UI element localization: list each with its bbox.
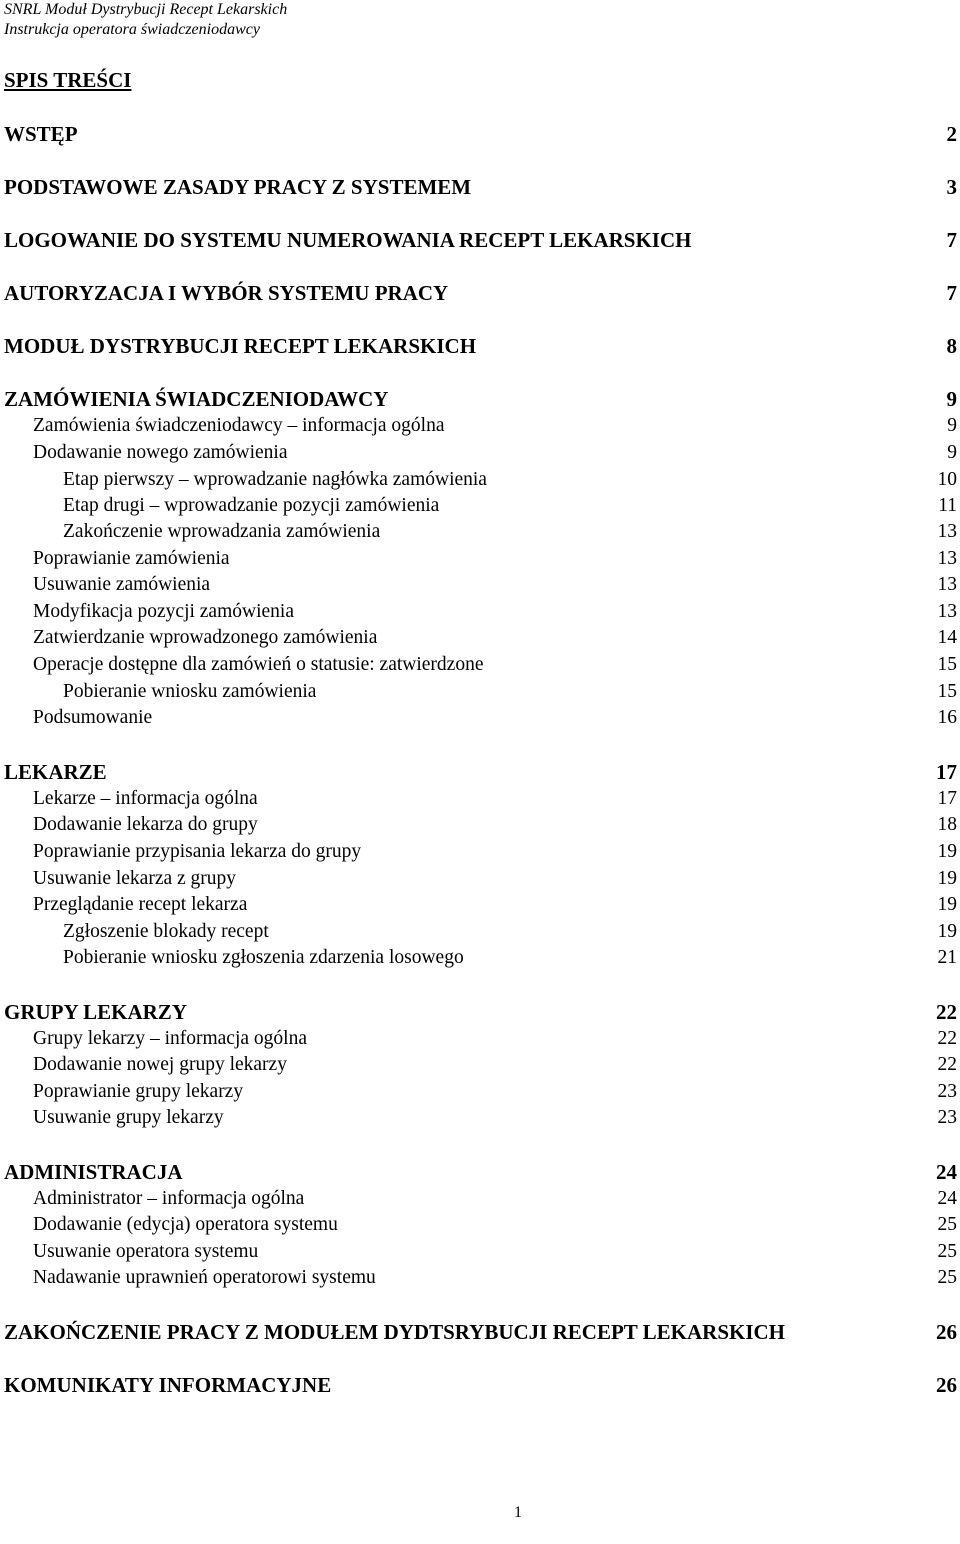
toc-entry-title: Pobieranie wniosku zamówienia	[63, 681, 317, 702]
toc-entry-page: 9	[946, 387, 957, 411]
toc-entry-page: 11	[938, 495, 957, 516]
toc-section-entry[interactable]	[4, 599, 957, 625]
toc-section-entry[interactable]	[4, 786, 957, 812]
toc-entry-title: GRUPY LEKARZY	[4, 1000, 187, 1024]
toc-entry-title: Usuwanie zamówienia	[33, 574, 211, 595]
toc-section-entry[interactable]	[4, 1105, 957, 1131]
header-line-1: SNRL Moduł Dystrybucji Recept Lekarskich	[4, 1, 288, 18]
toc-title: SPIS TREŚCI	[4, 68, 132, 92]
toc-section-entry[interactable]	[4, 1265, 957, 1291]
toc-subsection-entry[interactable]	[4, 493, 957, 519]
toc-entry-page: 14	[937, 627, 957, 648]
toc-section-entry[interactable]	[4, 546, 957, 572]
toc-entry-title: Nadawanie uprawnień operatorowi systemu	[33, 1267, 376, 1288]
toc-section-entry[interactable]	[4, 1026, 957, 1052]
toc-heading-entry[interactable]	[4, 999, 957, 1025]
toc-entry-page: 13	[937, 548, 957, 569]
toc-entry-title: MODUŁ DYSTRYBUCJI RECEPT LEKARSKICH	[4, 334, 477, 358]
toc-entry-title: KOMUNIKATY INFORMACYJNE	[4, 1373, 332, 1397]
toc-entry-page: 16	[937, 707, 957, 728]
toc-heading-entry[interactable]	[4, 1372, 957, 1398]
toc-entry-page: 17	[936, 760, 957, 784]
toc-entry-page: 26	[936, 1373, 957, 1397]
toc-entry-page: 26	[936, 1320, 957, 1344]
toc-entry-title: Dodawanie lekarza do grupy	[33, 814, 258, 835]
toc-entry-title: Poprawianie zamówienia	[33, 548, 230, 569]
toc-entry-title: ZAMÓWIENIA ŚWIADCZENIODAWCY	[4, 387, 389, 411]
toc-entry-title: Zgłoszenie blokady recept	[63, 921, 269, 942]
toc-heading-entry[interactable]	[4, 333, 957, 359]
toc-entry-page: 13	[937, 601, 957, 622]
toc-heading-entry[interactable]	[4, 386, 957, 412]
toc-entry-title: Operacje dostępne dla zamówień o statusie: zatwierdzone	[33, 654, 484, 675]
toc-entry-page: 19	[937, 894, 957, 915]
toc-entry-title: Zakończenie wprowadzania zamówienia	[63, 521, 381, 542]
toc-entry-title: Dodawanie nowego zamówienia	[33, 442, 288, 463]
toc-subsection-entry[interactable]	[4, 467, 957, 493]
toc-section-entry[interactable]	[4, 1212, 957, 1238]
toc-entry-page: 25	[937, 1214, 957, 1235]
toc-section-entry[interactable]	[4, 1079, 957, 1105]
header-line-2: Instrukcja operatora świadczeniodawcy	[4, 21, 260, 38]
toc-entry-page: 8	[946, 334, 957, 358]
toc-entry-page: 15	[937, 654, 957, 675]
toc-section-entry[interactable]	[4, 812, 957, 838]
toc-entry-page: 24	[937, 1188, 957, 1209]
toc-entry-page: 19	[937, 868, 957, 889]
toc-section-entry[interactable]	[4, 413, 957, 439]
toc-entry-page: 17	[937, 788, 957, 809]
toc-entry-title: Modyfikacja pozycji zamówienia	[33, 601, 294, 622]
toc-entry-title: Etap drugi – wprowadzanie pozycji zamówienia	[63, 495, 440, 516]
toc-entry-title: Usuwanie grupy lekarzy	[33, 1107, 224, 1128]
toc-entry-title: Dodawanie (edycja) operatora systemu	[33, 1214, 338, 1235]
toc-entry-title: Usuwanie operatora systemu	[33, 1241, 259, 1262]
toc-section-entry[interactable]	[4, 892, 957, 918]
toc-entry-page: 3	[946, 175, 957, 199]
toc-entry-page: 23	[937, 1081, 957, 1102]
toc-entry-page: 13	[937, 521, 957, 542]
toc-entry-page: 13	[937, 574, 957, 595]
toc-entry-page: 21	[937, 947, 957, 968]
toc-entry-page: 7	[946, 281, 957, 305]
toc-entry-title: Przeglądanie recept lekarza	[33, 894, 248, 915]
toc-section-entry[interactable]	[4, 652, 957, 678]
toc-entry-page: 19	[937, 921, 957, 942]
toc-entry-page: 15	[937, 681, 957, 702]
toc-entry-title: Lekarze – informacja ogólna	[33, 788, 258, 809]
page-number: 1	[514, 1504, 522, 1521]
toc-entry-title: Administrator – informacja ogólna	[33, 1188, 305, 1209]
toc-section-entry[interactable]	[4, 625, 957, 651]
toc-section-entry[interactable]	[4, 1052, 957, 1078]
toc-entry-page: 9	[947, 442, 957, 463]
toc-entry-page: 25	[937, 1267, 957, 1288]
toc-heading-entry[interactable]	[4, 280, 957, 306]
toc-entry-page: 24	[936, 1160, 957, 1184]
toc-subsection-entry[interactable]	[4, 945, 957, 971]
toc-entry-title: PODSTAWOWE ZASADY PRACY Z SYSTEMEM	[4, 175, 472, 199]
toc-section-entry[interactable]	[4, 839, 957, 865]
toc-entry-page: 18	[937, 814, 957, 835]
toc-entry-title: Podsumowanie	[33, 707, 153, 728]
toc-entry-page: 10	[937, 469, 957, 490]
toc-entry-title: ADMINISTRACJA	[4, 1160, 183, 1184]
toc-entry-title: ZAKOŃCZENIE PRACY Z MODUŁEM DYDTSRYBUCJI RECEPT LEKARSKICH	[4, 1320, 786, 1344]
toc-entry-page: 19	[937, 841, 957, 862]
toc-subsection-entry[interactable]	[4, 679, 957, 705]
toc-entry-title: Usuwanie lekarza z grupy	[33, 868, 237, 889]
toc-entry-page: 23	[937, 1107, 957, 1128]
toc-entry-title: Zatwierdzanie wprowadzonego zamówienia	[33, 627, 378, 648]
toc-entry-title: Etap pierwszy – wprowadzanie nagłówka zamówienia	[63, 469, 487, 490]
toc-heading-entry[interactable]	[4, 227, 957, 253]
toc-entry-title: Dodawanie nowej grupy lekarzy	[33, 1054, 287, 1075]
toc-heading-entry[interactable]	[4, 759, 957, 785]
toc-entry-title: Grupy lekarzy – informacja ogólna	[33, 1028, 307, 1049]
toc-entry-page: 22	[936, 1000, 957, 1024]
toc-entry-title: LEKARZE	[4, 760, 107, 784]
toc-entry-page: 2	[946, 122, 957, 146]
toc-entry-title: Poprawianie grupy lekarzy	[33, 1081, 244, 1102]
toc-heading-entry[interactable]	[4, 1159, 957, 1185]
toc-entry-title: AUTORYZACJA I WYBÓR SYSTEMU PRACY	[4, 281, 449, 305]
toc-subsection-entry[interactable]	[4, 519, 957, 545]
toc-heading-entry[interactable]	[4, 174, 957, 200]
toc-heading-entry[interactable]	[4, 121, 957, 147]
toc-entry-title: Poprawianie przypisania lekarza do grupy	[33, 841, 362, 862]
toc-subsection-entry[interactable]	[4, 919, 957, 945]
toc-entry-page: 22	[937, 1028, 957, 1049]
toc-section-entry[interactable]	[4, 1186, 957, 1212]
toc-entry-page: 7	[946, 228, 957, 252]
toc-entry-title: LOGOWANIE DO SYSTEMU NUMEROWANIA RECEPT LEKARSKICH	[4, 228, 692, 252]
toc-heading-entry[interactable]	[4, 1319, 957, 1345]
toc-entry-page: 25	[937, 1241, 957, 1262]
toc-section-entry[interactable]	[4, 866, 957, 892]
toc-entry-title: WSTĘP	[4, 122, 78, 146]
toc-entry-page: 22	[937, 1054, 957, 1075]
toc-section-entry[interactable]	[4, 440, 957, 466]
toc-entry-title: Pobieranie wniosku zgłoszenia zdarzenia losowego	[63, 947, 464, 968]
toc-entry-title: Zamówienia świadczeniodawcy – informacja ogólna	[33, 415, 445, 436]
toc-section-entry[interactable]	[4, 572, 957, 598]
toc-entry-page: 9	[947, 415, 957, 436]
toc-section-entry[interactable]	[4, 705, 957, 731]
toc-section-entry[interactable]	[4, 1239, 957, 1265]
